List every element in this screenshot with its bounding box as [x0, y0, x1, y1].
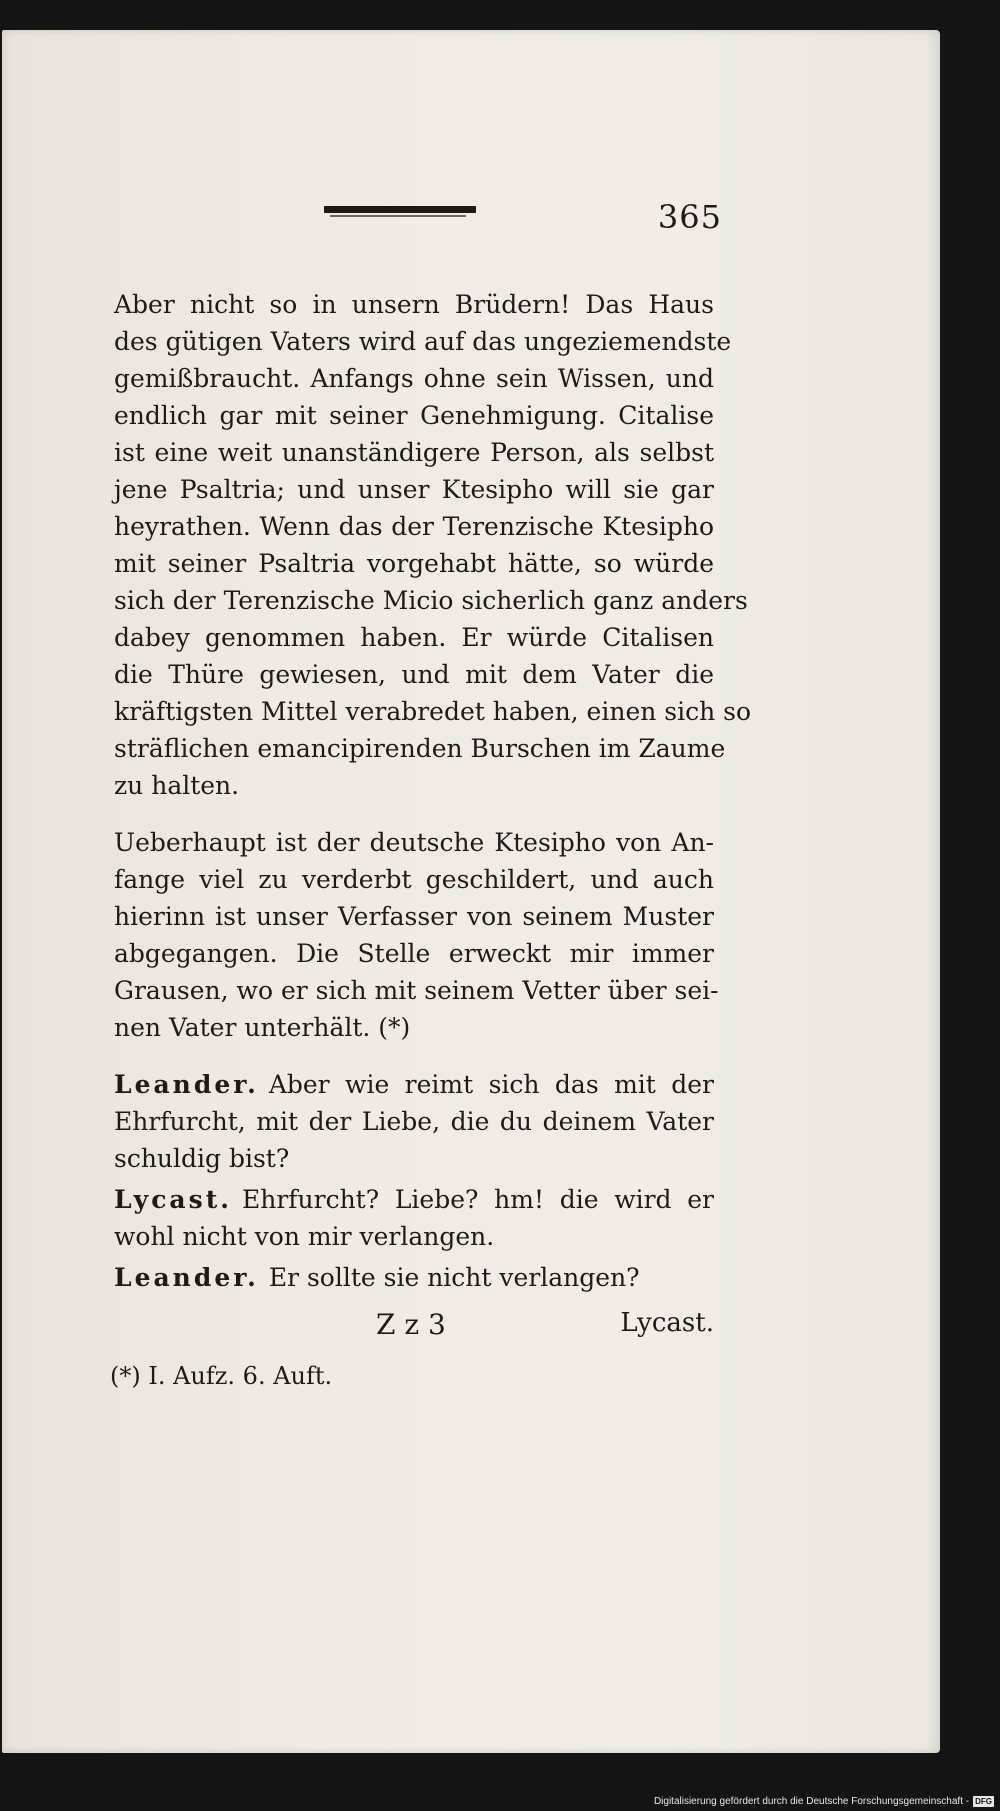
text-line: abgegangen. Die Stelle erweckt mir immer	[114, 939, 714, 968]
text-line: schuldig bist?	[114, 1144, 290, 1173]
dialogue-first-line	[114, 1066, 714, 1103]
book-page	[2, 30, 940, 1753]
dialogue-first-line	[114, 1259, 714, 1296]
text-line: Ueberhaupt ist der deutsche Ktesipho von An-	[114, 828, 714, 857]
text-line: des gütigen Vaters wird auf das ungeziemendste	[114, 327, 732, 356]
text-line: dabey genommen haben. Er würde Citalisen	[114, 623, 714, 652]
paragraph-1	[114, 286, 752, 804]
text-line: fange viel zu verderbt geschildert, und auch	[114, 865, 714, 894]
dialogue-lycast-1	[114, 1181, 714, 1255]
catchline	[114, 1308, 714, 1348]
text-line: Grausen, wo er sich mit seinem Vetter über sei-	[114, 976, 719, 1005]
text-line: Aber wie reimt sich das mit der	[268, 1070, 714, 1099]
dfg-logo: DFG	[975, 1797, 992, 1806]
text-line: Ehrfurcht? Liebe? hm! die wird er	[241, 1185, 714, 1214]
credit-text: Digitalisierung gefördert durch die Deutsche Forschungsgemeinschaft -	[653, 1796, 970, 1807]
text-line: zu halten.	[114, 771, 240, 800]
text-line: Er sollte sie nicht verlangen?	[268, 1263, 640, 1292]
page-number: 365	[657, 198, 722, 236]
text-line: heyrathen. Wenn das der Terenzische Ktesipho	[114, 512, 714, 541]
dialogue-first-line	[114, 1181, 714, 1218]
text-line: endlich gar mit seiner Genehmigung. Citalise	[114, 401, 714, 430]
footnote: (*) I. Aufz. 6. Auft.	[110, 1362, 333, 1390]
catchword: Lycast.	[620, 1308, 714, 1338]
speaker-name: Leander.	[114, 1263, 259, 1292]
page-body	[114, 286, 752, 1296]
speaker-name: Leander.	[114, 1070, 259, 1099]
text-line: jene Psaltria; und unser Ktesipho will sie gar	[114, 475, 714, 504]
text-line: Ehrfurcht, mit der Liebe, die du deinem Vater	[114, 1107, 714, 1136]
text-line: hierinn ist unser Verfasser von seinem Muster	[114, 902, 714, 931]
text-line: sträflichen emancipirenden Burschen im Zaume	[114, 734, 726, 763]
text-line: wohl nicht von mir verlangen.	[114, 1222, 495, 1251]
dialogue-leander-2	[114, 1259, 714, 1296]
text-line: ist eine weit unanständigere Person, als selbst	[114, 438, 714, 467]
text-line: nen Vater unterhält. (*)	[114, 1013, 411, 1042]
text-line: gemißbraucht. Anfangs ohne sein Wissen, und	[114, 364, 714, 393]
text-line: mit seiner Psaltria vorgehabt hätte, so würde	[114, 549, 714, 578]
signature-mark: Z z 3	[376, 1308, 446, 1341]
text-line: sich der Terenzische Micio sicherlich ganz anders	[114, 586, 748, 615]
digitization-credit	[654, 1796, 994, 1807]
text-line: die Thüre gewiesen, und mit dem Vater die	[114, 660, 714, 689]
speaker-name: Lycast.	[114, 1185, 232, 1214]
text-line: Aber nicht so in unsern Brüdern! Das Haus	[114, 290, 714, 319]
header-rule	[324, 206, 476, 213]
text-line: kräftigsten Mittel verabredet haben, einen sich so	[114, 697, 752, 726]
paragraph-2	[114, 824, 719, 1046]
dialogue-leander-1	[114, 1066, 714, 1177]
